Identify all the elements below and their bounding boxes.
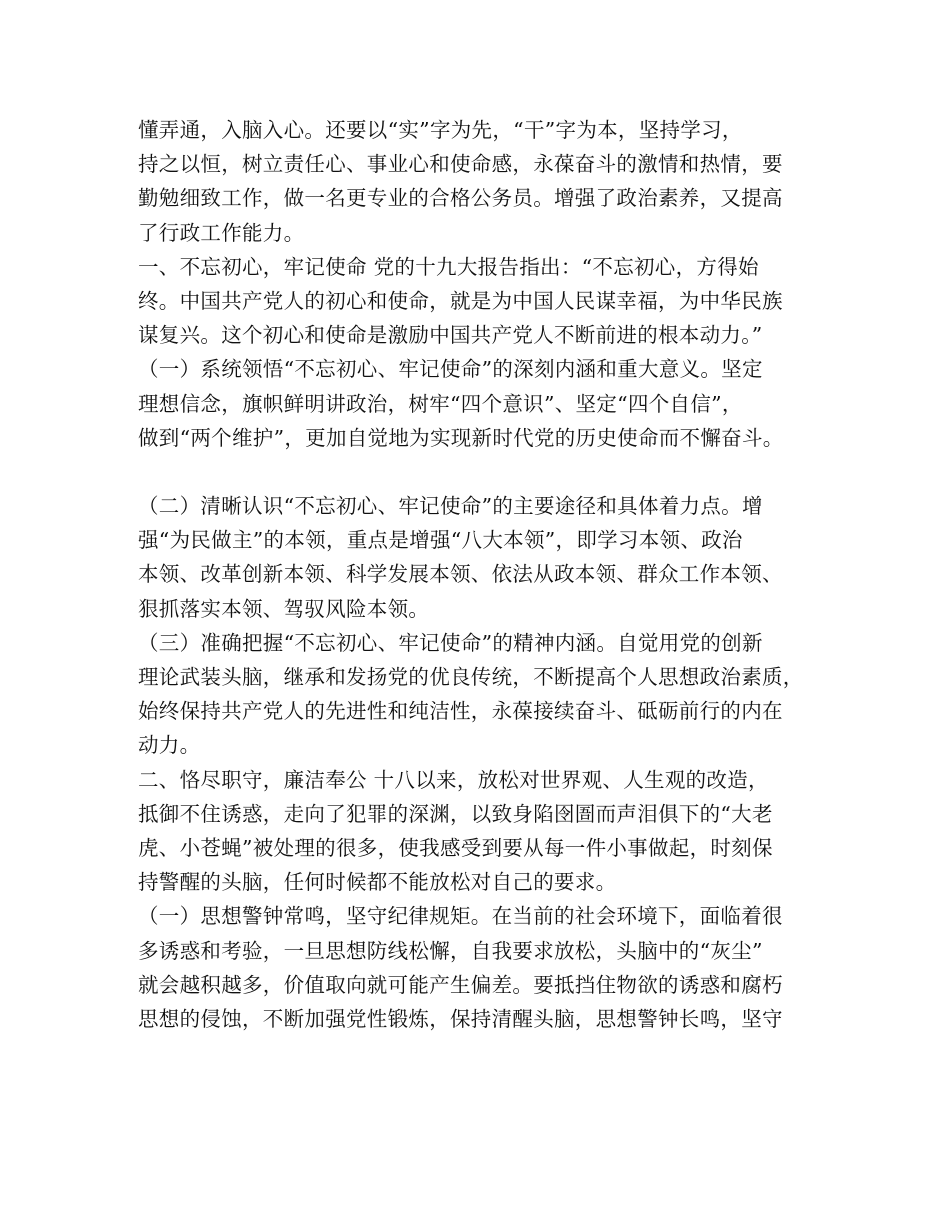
text-line: 做到“两个维护”，更加自觉地为实现新时代党的历史使命而不懈奋斗。 xyxy=(138,425,784,450)
text-line: 强“为民做主”的本领，重点是增强“八大本领”，即学习本领、政治 xyxy=(138,528,743,553)
text-line: 理论武装头脑，继承和发扬党的优良传统，不断提高个人思想政治素质， xyxy=(138,665,804,689)
text-line: 勤勉细致工作，做一名更专业的合格公务员。增强了政治素养，又提高 xyxy=(138,186,783,211)
subsection-line: （一）思想警钟常鸣，坚守纪律规矩。在当前的社会环境下，面临着很 xyxy=(138,904,783,929)
text-line: 思想的侵蚀，不断加强党性锻炼，保持清醒头脑，思想警钟长鸣，坚守 xyxy=(138,1006,783,1031)
text-line: 动力。 xyxy=(138,733,201,758)
text-line: 虎、小苍蝇”被处理的很多，使我感受到要从每一件小事做起，时刻保 xyxy=(138,835,773,860)
text-line: 狠抓落实本领、驾驭风险本领。 xyxy=(138,596,430,621)
text-line: 谋复兴。这个初心和使命是激励中国共产党人不断前进的根本动力。” xyxy=(138,323,763,348)
text-line: 持之以恒，树立责任心、事业心和使命感，永葆奋斗的激情和热情，要 xyxy=(138,152,783,177)
text-line: 本领、改革创新本领、科学发展本领、依法从政本领、群众工作本领、 xyxy=(138,562,783,587)
text-line: 理想信念，旗帜鲜明讲政治，树牢“四个意识”、坚定“四个自信”， xyxy=(138,391,743,416)
paragraph-gap xyxy=(138,455,838,489)
section-heading-line: 二、恪尽职守，廉洁奉公 十八以来，放松对世界观、人生观的改造， xyxy=(138,767,769,792)
text-line: 终。中国共产党人的初心和使命，就是为中国人民谋幸福，为中华民族 xyxy=(138,288,783,313)
document-body xyxy=(138,113,838,1036)
section-heading-line: 一、不忘初心，牢记使命 党的十九大报告指出：“不忘初心，方得始 xyxy=(138,254,759,279)
text-line: 持警醒的头脑，任何时候都不能放松对自己的要求。 xyxy=(138,870,617,895)
subsection-line: （一）系统领悟“不忘初心、牢记使命”的深刻内涵和重大意义。坚定 xyxy=(138,357,763,382)
text-line: 抵御不住诱惑，走向了犯罪的深渊，以致身陷囹圄而声泪俱下的“大老 xyxy=(138,801,773,826)
text-line: 多诱惑和考验，一旦思想防线松懈，自我要求放松，头脑中的“灰尘” xyxy=(138,938,763,963)
text-line: 就会越积越多，价值取向就可能产生偏差。要抵挡住物欲的诱惑和腐朽 xyxy=(138,972,783,997)
text-line: 了行政工作能力。 xyxy=(138,220,305,245)
subsection-line: （二）清晰认识“不忘初心、牢记使命”的主要途径和具体着力点。增 xyxy=(138,494,763,519)
subsection-line: （三）准确把握“不忘初心、牢记使命”的精神内涵。自觉用党的创新 xyxy=(138,630,763,655)
text-line: 始终保持共产党人的先进性和纯洁性，永葆接续奋斗、砥砺前行的内在 xyxy=(138,699,783,724)
text-line: 懂弄通，入脑入心。还要以“实”字为先，“干”字为本，坚持学习， xyxy=(138,118,743,142)
